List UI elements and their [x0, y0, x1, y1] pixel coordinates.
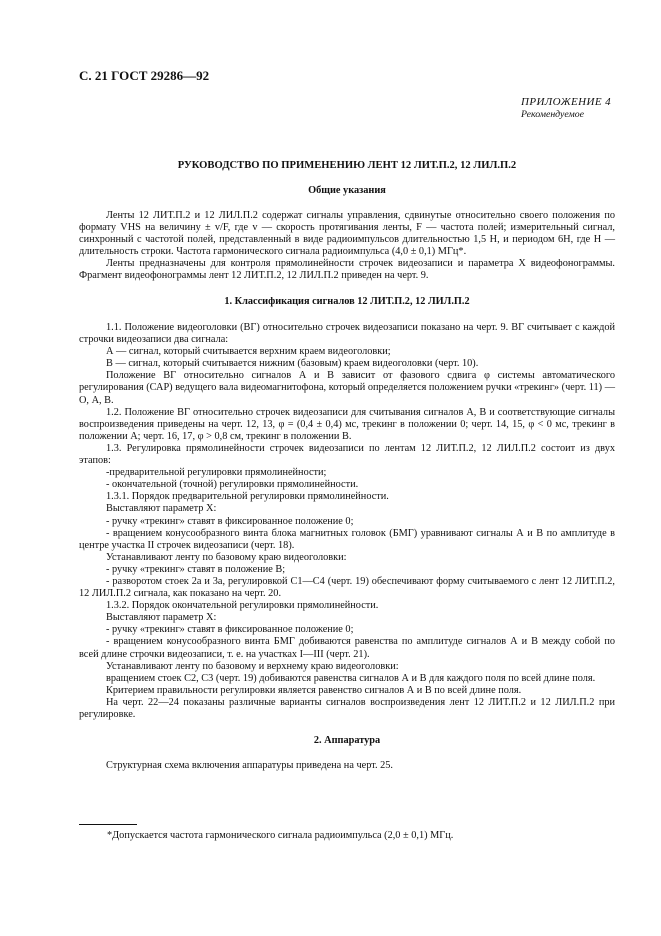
general-paragraph-1: Ленты 12 ЛИТ.П.2 и 12 ЛИЛ.П.2 содержат сигналы управления, сдвинутые относительно своего положения по формату VHS на величину ± v/F, где v — скорость протягивания ленты, F — частота полей; измерительный сигнал, синхронный с частотой полей, представленный в виде радиоимпульсов длительностью 1,5 H, и периодом 6H, где H — длительность строки. Частота гармонического сигнала радиоимпульса (4,0 ± 0,1) МГц*. — [79, 210, 615, 258]
paragraph: - вращением конусообразного винта блока магнитных головок (БМГ) уравнивают сигналы А и В по амплитуде в центре участка II строчек видеозаписи (черт. 18). — [79, 527, 615, 551]
footnote-rule — [79, 824, 137, 825]
paragraph: 1.1. Положение видеоголовки (ВГ) относительно строчек видеозаписи показано на черт. 9. ВГ считывает с каждой строчки видеозаписи два сигнала: — [79, 322, 615, 346]
paragraph: - ручку «трекинг» ставят в фиксированное положение 0; — [106, 515, 354, 527]
section-2-body — [79, 760, 615, 772]
paragraph: На черт. 22—24 показаны различные варианты сигналов воспроизведения лент 12 ЛИТ.П.2 и 12 ЛИЛ.П.2 при регулировке. — [79, 696, 615, 720]
section-1-body — [79, 322, 615, 721]
paragraph: - ручку «трекинг» ставят в положение В; — [106, 563, 286, 575]
paragraph: Устанавливают ленту по базовому краю видеоголовки: — [106, 551, 347, 563]
page-header: С. 21 ГОСТ 29286—92 — [79, 68, 210, 83]
paragraph: 1.3.2. Порядок окончательной регулировки прямолинейности. — [106, 600, 379, 612]
paragraph: - вращением конусообразного винта БМГ добиваются равенства по амплитуде сигналов А и В между собой по всей длине строчки видеозаписи, т. е. на участках I—III (черт. 21). — [79, 636, 615, 660]
document-title: РУКОВОДСТВО ПО ПРИМЕНЕНИЮ ЛЕНТ 12 ЛИТ.П.2, 12 ЛИЛ.П.2 — [177, 160, 517, 171]
paragraph: Устанавливают ленту по базовому и верхнему краю видеоголовки: — [106, 660, 399, 672]
paragraph: 1.3. Регулировка прямолинейности строчек видеозаписи по лентам 12 ЛИТ.П.2, 12 ЛИЛ.П.2 состоит из двух этапов: — [79, 442, 615, 467]
paragraph: 1.2. Положение ВГ относительно строчек видеозаписи для считывания сигналов А, В и соответствующие сигналы воспроизведения приведены на черт. 12, 13, φ = (0,4 ± 0,4) мс, трекинг в положении 0; черт. 14, 15, φ < 0 мс, трекинг в положении А; черт. 16, 17, φ > 0,8 см, трекинг в положении В. — [79, 406, 615, 442]
paragraph: Критерием правильности регулировки является равенство сигналов А и В по всей длине поля. — [106, 684, 522, 696]
paragraph: В — сигнал, который считывается нижним (базовым) краем видеоголовки (черт. 10). — [106, 358, 479, 370]
paragraph: 1.3.1. Порядок предварительной регулировки прямолинейности. — [106, 491, 389, 503]
appendix-status: Рекомендуемое — [521, 109, 584, 120]
paragraph: Выставляют параметр X: — [106, 612, 217, 624]
appendix-label — [521, 96, 641, 121]
paragraph: Положение ВГ относительно сигналов А и В зависит от фазового сдвига φ системы автоматического регулирования (САР) ведущего вала видеомагнитофона, который определяется положением ручки «трекинг» (черт. 11) — О, А, В. — [79, 370, 615, 406]
general-paragraph-2: Ленты предназначены для контроля прямолинейности строчек видеозаписи и параметра X видеофонограммы. Фрагмент видеофонограммы лент 12 ЛИТ.П.2, 12 ЛИЛ.П.2 приведен на черт. 9. — [79, 258, 615, 282]
paragraph: - разворотом стоек 2а и 3а, регулировкой С1—С4 (черт. 19) обеспечивают форму считываемого с лент 12 ЛИТ.П.2, 12 ЛИЛ.П.2 сигнала, как показано на черт. 20. — [79, 575, 615, 600]
paragraph: А — сигнал, который считывается верхним краем видеоголовки; — [106, 346, 391, 358]
footnote: *Допускается частота гармонического сигнала радиоимпульса (2,0 ± 0,1) МГц. — [107, 830, 454, 841]
paragraph: - ручку «трекинг» ставят в фиксированное положение 0; — [106, 624, 354, 636]
section-2-paragraph: Структурная схема включения аппаратуры приведена на черт. 25. — [106, 760, 393, 771]
paragraph: - окончательной (точной) регулировки прямолинейности. — [106, 479, 359, 491]
paragraph: Выставляют параметр X: — [106, 503, 217, 515]
section-2-heading: 2. Аппаратура — [313, 735, 381, 746]
section-1-heading: 1. Классификация сигналов 12 ЛИТ.П.2, 12 ЛИЛ.П.2 — [224, 296, 470, 307]
appendix-number: ПРИЛОЖЕНИЕ 4 — [521, 96, 612, 108]
general-heading: Общие указания — [308, 185, 386, 196]
paragraph: -предварительной регулировки прямолинейности; — [106, 467, 327, 479]
general-section — [79, 210, 615, 283]
paragraph: вращением стоек С2, С3 (черт. 19) добиваются равенства сигналов А и В для каждого поля по всей длине поля. — [106, 672, 596, 684]
